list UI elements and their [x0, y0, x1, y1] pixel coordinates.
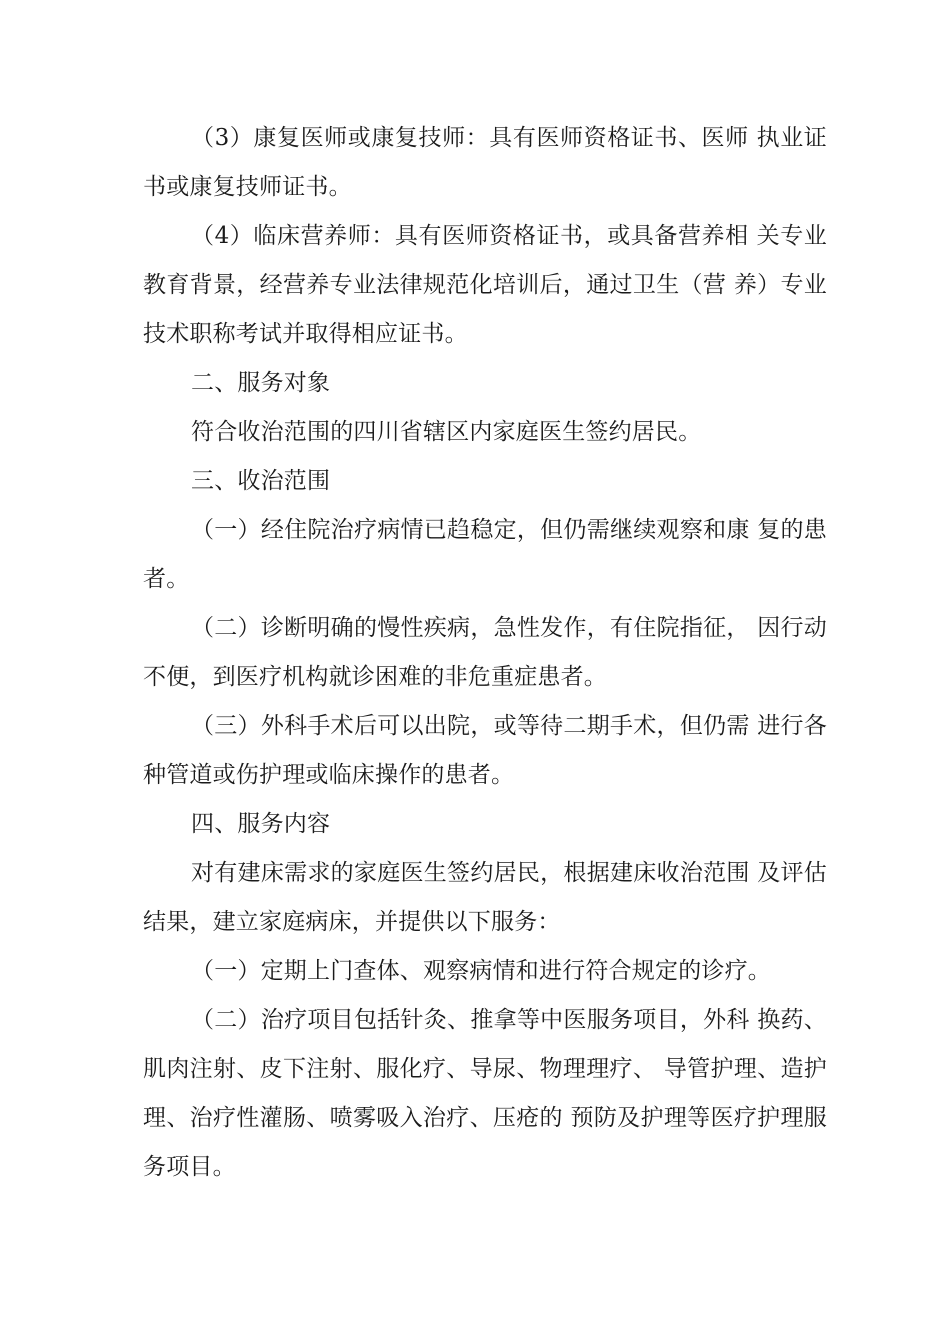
paragraph-service-intro: 对有建床需求的家庭医生签约居民，根据建床收治范围 及评估结果，建立家庭病床，并提供以下服务：	[143, 860, 827, 935]
paragraph-service-target: 符合收治范围的四川省辖区内家庭医生签约居民。	[191, 419, 702, 445]
paragraph-scope-1: （一）经住院治疗病情已趋稳定，但仍需继续观察和康 复的患者。	[143, 517, 827, 592]
heading-admission-scope: 三、收治范围	[191, 468, 331, 494]
heading-service-target: 二、服务对象	[191, 370, 331, 396]
paragraph-service-2: （二）治疗项目包括针灸、推拿等中医服务项目，外科 换药、肌肉注射、皮下注射、服化疗、导尿、物理理疗、 导管护理、造护理、治疗性灌肠、喷雾吸入治疗、压疮的 预防及护理等医疗护理服务项目。	[143, 1007, 827, 1180]
paragraph-scope-2: （二）诊断明确的慢性疾病，急性发作，有住院指征， 因行动不便，到医疗机构就诊困难的非危重症患者。	[143, 615, 827, 690]
paragraph-service-1: （一）定期上门查体、观察病情和进行符合规定的诊疗。	[191, 958, 771, 984]
paragraph-clinical-nutritionist: （4）临床营养师：具有医师资格证书，或具备营养相 关专业教育背景，经营养专业法律规范化培训后，通过卫生（营 养）专业技术职称考试并取得相应证书。	[143, 223, 827, 347]
heading-service-content: 四、服务内容	[191, 811, 331, 837]
paragraph-rehab-physician: （3）康复医师或康复技师：具有医师资格证书、医师 执业证书或康复技师证书。	[143, 125, 827, 200]
paragraph-scope-3: （三）外科手术后可以出院，或等待二期手术，但仍需 进行各种管道或伤护理或临床操作的患者。	[143, 713, 827, 788]
